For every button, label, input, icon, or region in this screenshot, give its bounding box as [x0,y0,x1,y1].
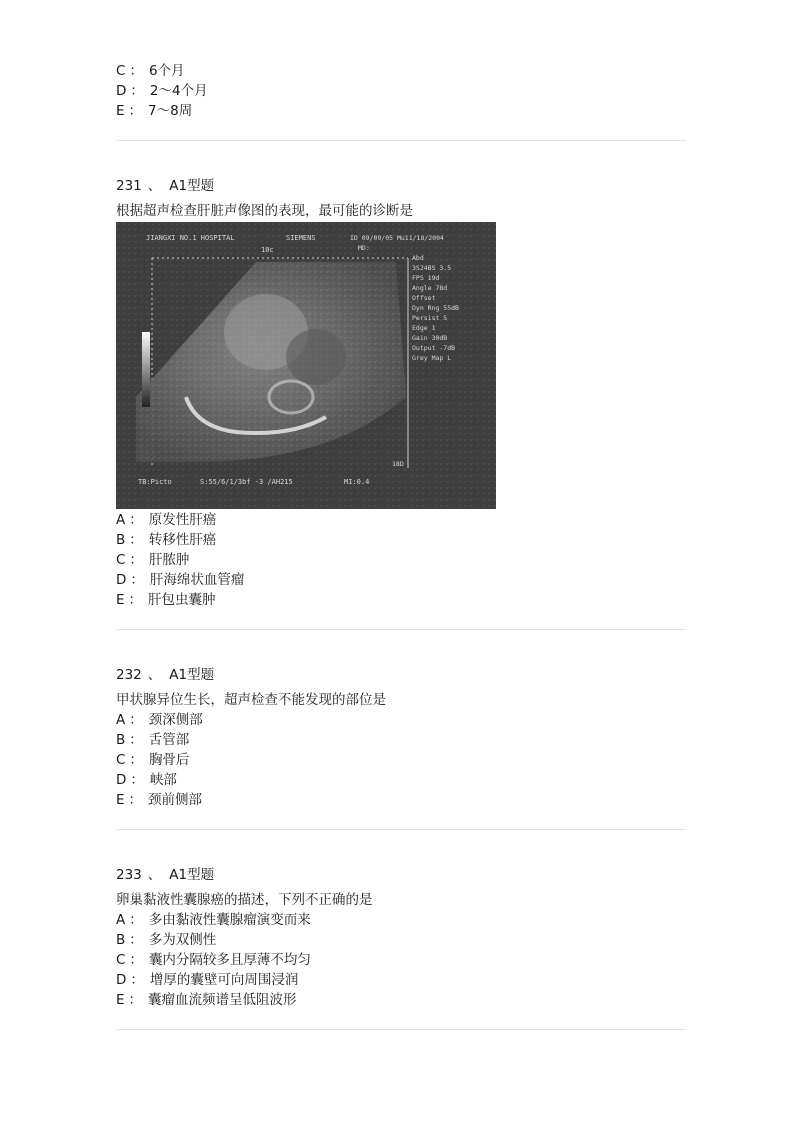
option-key: C [116,952,126,968]
option-row[interactable] [116,750,189,770]
ultrasound-header-mid: SIEMENS [286,234,316,242]
option-key: E [116,103,125,119]
option-colon: ： [129,952,143,968]
option-colon: ： [128,103,143,119]
ultrasound-image [116,222,496,509]
option-text: 肝包虫囊肿 [148,592,216,608]
option-text: 囊内分隔较多且厚薄不均匀 [148,952,311,968]
option-key: C [116,752,126,768]
option-colon: ： [129,752,143,768]
option-colon: ： [129,63,143,79]
option-row[interactable] [116,550,189,570]
question-divider [116,829,686,830]
option-text: 转移性肝癌 [148,532,217,548]
option-key: C [116,552,126,568]
ultrasound-param: Angle 78d [412,284,448,292]
option-colon: ： [128,792,143,808]
ultrasound-param: Gain 30dB [412,334,448,342]
option-key: A [116,712,126,728]
option-colon: ： [129,712,143,728]
option-row[interactable] [116,81,208,101]
question-number: 231 [116,178,142,194]
ultrasound-header-right2: MD: [358,244,370,252]
question-divider [116,1029,686,1030]
option-row[interactable] [116,770,177,790]
option-row[interactable] [116,910,311,930]
option-colon: ： [130,772,144,788]
question-type: A1型题 [169,867,215,883]
option-text: 舌管部 [148,732,190,748]
option-row[interactable] [116,101,192,121]
option-text: 胸骨后 [148,752,190,768]
option-text: 多由黏液性囊腺瘤演变而来 [148,912,311,928]
option-colon: ： [129,532,143,548]
option-key: D [116,972,127,988]
ultrasound-footer-left: TB:Picto [138,478,172,486]
ultrasound-header-left: JIANGXI NO.1 HOSPITAL [146,234,235,242]
option-text: 7～8周 [148,103,193,119]
option-text: 6个月 [148,63,185,79]
option-row[interactable] [116,590,216,610]
option-key: E [116,792,125,808]
option-colon: ： [129,552,143,568]
option-colon: ： [129,512,143,528]
option-colon: ： [130,83,144,99]
question-header [116,665,214,685]
option-text: 峡部 [149,772,177,788]
question-type: A1型题 [169,178,215,194]
option-key: C [116,63,126,79]
ultrasound-scale-label: 10c [261,246,274,254]
option-text: 囊瘤血流频谱呈低阻波形 [148,992,297,1008]
question-separator: 、 [147,178,162,194]
option-key: E [116,992,125,1008]
question-header [116,176,214,196]
ultrasound-footer-right: MI:0.4 [344,478,370,486]
option-key: D [116,83,127,99]
question-stem: 卵巢黏液性囊腺癌的描述，下列不正确的是 [116,892,373,908]
ultrasound-param: Abd [412,254,424,262]
option-row[interactable] [116,510,216,530]
option-row[interactable] [116,570,244,590]
ultrasound-header-right: ID 09/09/05 Mu11/18/2004 [350,234,444,242]
option-text: 肝脓肿 [148,552,190,568]
question-separator: 、 [147,867,162,883]
question-stem: 甲状腺异位生长，超声检查不能发现的部位是 [116,692,386,708]
question-divider [116,140,686,141]
question-type: A1型题 [169,667,215,683]
option-text: 2～4个月 [149,83,208,99]
ultrasound-param: 3S24BS 3.5 [412,264,452,272]
option-key: A [116,912,126,928]
option-key: D [116,572,127,588]
question-header [116,865,214,885]
option-text: 多为双侧性 [148,932,217,948]
option-key: B [116,732,126,748]
option-colon: ： [129,732,143,748]
ultrasound-param: FPS 19d [412,274,440,282]
option-colon: ： [129,912,143,928]
option-colon: ： [128,992,143,1008]
option-text: 肝海绵状血管瘤 [149,572,245,588]
question-number: 232 [116,667,142,683]
question-separator: 、 [147,667,162,683]
ultrasound-param: Persist 5 [412,314,448,322]
option-row[interactable] [116,990,297,1010]
option-colon: ： [130,972,144,988]
option-key: B [116,932,126,948]
question-stem: 根据超声检查肝脏声像图的表现，最可能的诊断是 [116,203,413,219]
option-text: 原发性肝癌 [148,512,217,528]
option-text: 颈深侧部 [148,712,203,728]
option-key: A [116,512,126,528]
option-text: 增厚的囊壁可向周围浸润 [149,972,299,988]
option-colon: ： [130,572,144,588]
option-text: 颈前侧部 [148,792,203,808]
question-number: 233 [116,867,142,883]
option-row[interactable] [116,530,216,550]
option-row[interactable] [116,710,203,730]
option-row[interactable] [116,61,185,81]
ultrasound-param: Grey Map L [412,354,452,362]
option-key: B [116,532,126,548]
ultrasound-depth-label: 18D [392,460,404,468]
option-colon: ： [128,592,143,608]
ultrasound-param: Dyn Rng 55dB [412,304,459,312]
option-key: D [116,772,127,788]
option-key: E [116,592,125,608]
option-row[interactable] [116,930,216,950]
option-row[interactable] [116,730,189,750]
option-colon: ： [129,932,143,948]
option-row[interactable] [116,950,311,970]
question-divider [116,629,686,630]
option-row[interactable] [116,970,298,990]
ultrasound-footer-mid: S:55/6/1/3bf -3 /AH215 [200,478,293,486]
ultrasound-param: Edge 1 [412,324,436,332]
ultrasound-param: Output -7dB [412,344,456,352]
ultrasound-param: Offset [412,294,436,302]
option-row[interactable] [116,790,202,810]
